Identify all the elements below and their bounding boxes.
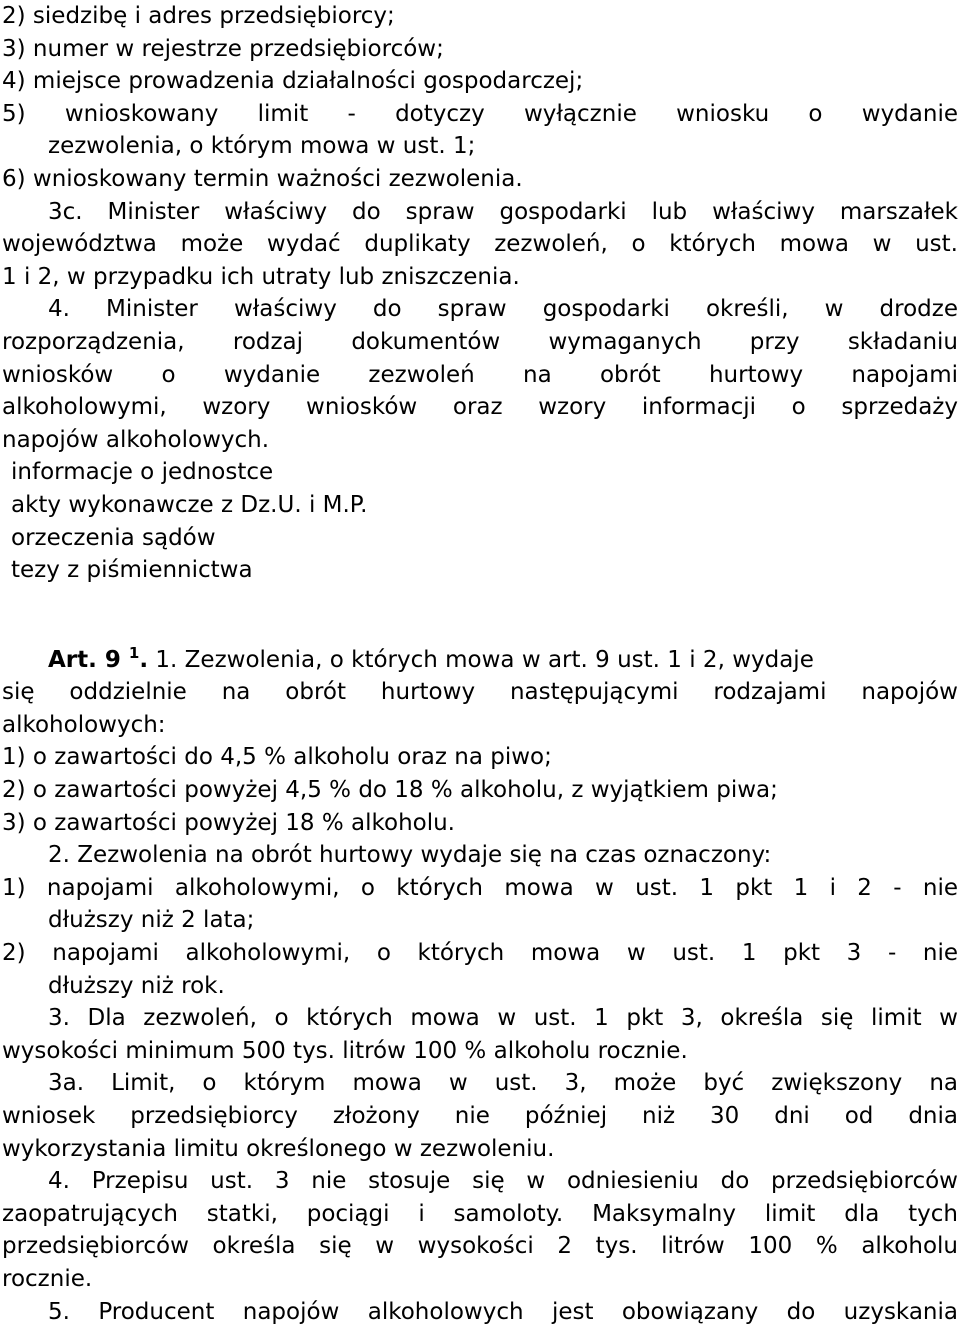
- text-line: 4) miejsce prowadzenia działalności gospodarczej;: [2, 68, 584, 95]
- top-section: [2, 0, 960, 456]
- text-line: zezwolenia, o którym mowa w ust. 1;: [48, 133, 476, 160]
- link-akty-wykonawcze[interactable]: akty wykonawcze z Dz.U. i M.P.: [11, 491, 368, 518]
- text-line: rocznie.: [2, 1265, 93, 1292]
- text-line: 6) wnioskowany termin ważności zezwolenia.: [2, 165, 523, 192]
- text-line: przedsiębiorców określa się w wysokości 2 tys. litrów 100 % alkoholu: [2, 1233, 958, 1260]
- text-line: dłuższy niż 2 lata;: [48, 907, 255, 934]
- link-orzeczenia-sadow[interactable]: orzeczenia sądów: [11, 524, 216, 551]
- text-line: 5) wnioskowany limit - dotyczy wyłącznie wniosku o wydanie: [2, 100, 958, 127]
- text-line: 3a. Limit, o którym mowa w ust. 3, może być zwiększony na: [48, 1070, 958, 1097]
- text-line: 3c. Minister właściwy do spraw gospodarki lub właściwy marszałek: [48, 198, 958, 225]
- text-line: 2. Zezwolenia na obrót hurtowy wydaje się na czas oznaczony:: [48, 842, 772, 869]
- article-first-line: 1. Zezwolenia, o których mowa w art. 9 ust. 1 i 2, wydaje: [148, 646, 814, 673]
- text-line: 5. Producent napojów alkoholowych jest obowiązany do uzyskania: [48, 1298, 958, 1325]
- text-line: rozporządzenia, rodzaj dokumentów wymaganych przy składaniu: [2, 328, 958, 355]
- text-line: alkoholowych:: [2, 711, 166, 738]
- text-line: się oddzielnie na obrót hurtowy następującymi rodzajami napojów: [2, 679, 958, 706]
- text-line: alkoholowymi, wzory wniosków oraz wzory informacji o sprzedaży: [2, 394, 958, 421]
- link-tezy-z-pismiennictwa[interactable]: tezy z piśmiennictwa: [11, 557, 253, 584]
- text-line: województwa może wydać duplikaty zezwoleń, o których mowa w ust.: [2, 231, 958, 258]
- article-heading-line: [2, 644, 960, 677]
- text-line: 2) o zawartości powyżej 4,5 % do 18 % alkoholu, z wyjątkiem piwa;: [2, 777, 778, 804]
- text-line: wykorzystania limitu określonego w zezwoleniu.: [2, 1135, 555, 1162]
- text-line: 2) siedzibę i adres przedsiębiorcy;: [2, 3, 395, 29]
- text-line: napojów alkoholowych.: [2, 426, 270, 453]
- text-line: 1) napojami alkoholowymi, o których mowa w ust. 1 pkt 1 i 2 - nie: [2, 874, 958, 901]
- text-line: 1 i 2, w przypadku ich utraty lub zniszczenia.: [2, 263, 520, 290]
- text-line: 2) napojami alkoholowymi, o których mowa w ust. 1 pkt 3 - nie: [2, 940, 958, 967]
- text-line: 4. Przepisu ust. 3 nie stosuje się w odniesieniu do przedsiębiorców: [48, 1168, 958, 1195]
- text-line: 4. Minister właściwy do spraw gospodarki określi, w drodze: [48, 296, 958, 323]
- article-9-1: [2, 644, 960, 1328]
- text-line: wniosek przedsiębiorcy złożony nie później niż 30 dni od dnia: [2, 1103, 958, 1129]
- text-line: wysokości minimum 500 tys. litrów 100 % alkoholu rocznie.: [2, 1037, 688, 1064]
- text-line: 3) o zawartości powyżej 18 % alkoholu.: [2, 809, 455, 836]
- article-superscript: 1: [128, 643, 140, 662]
- text-line: 3) numer w rejestrze przedsiębiorców;: [2, 35, 444, 62]
- text-line: zaopatrujących statki, pociągi i samoloty. Maksymalny limit dla tych: [2, 1200, 958, 1227]
- text-line: wniosków o wydanie zezwoleń na obrót hurtowy napojami: [2, 361, 958, 388]
- related-links: [2, 456, 960, 586]
- article-label: Art. 9 $^1$.: [48, 643, 149, 673]
- text-line: 1) o zawartości do 4,5 % alkoholu oraz na piwo;: [2, 744, 552, 771]
- text-line: dłuższy niż rok.: [48, 972, 225, 999]
- link-informacje-o-jednostce[interactable]: informacje o jednostce: [11, 459, 274, 486]
- text-line: 3. Dla zezwoleń, o których mowa w ust. 1 pkt 3, określa się limit w: [48, 1005, 958, 1032]
